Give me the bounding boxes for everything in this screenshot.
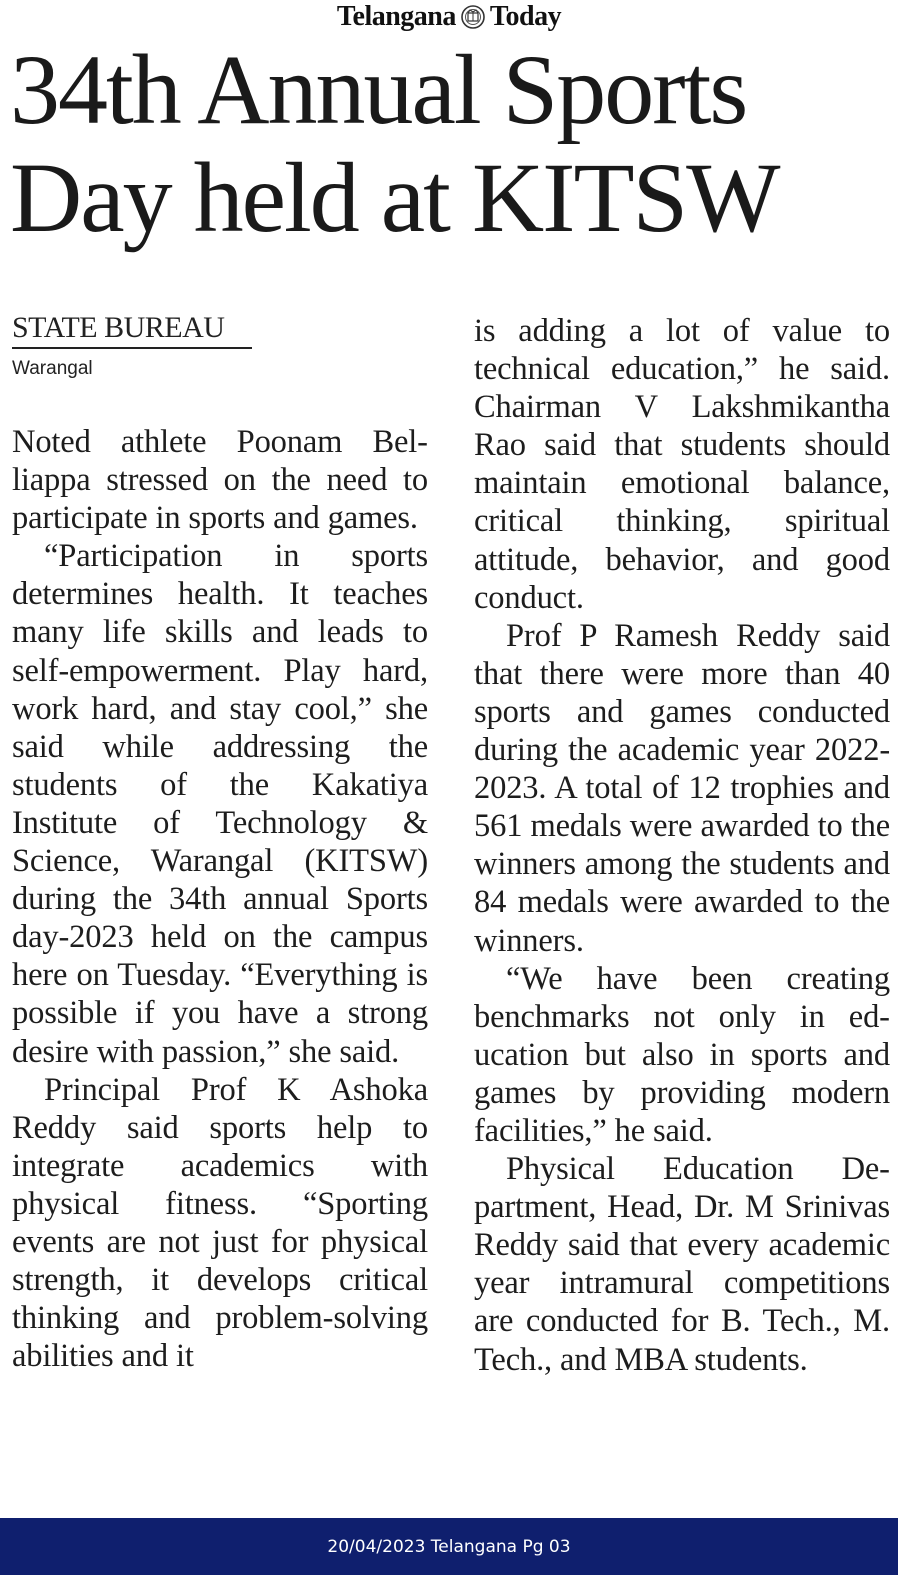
headline-line-2: Day held at KITSW [10, 142, 779, 253]
byline: STATE BUREAU [12, 311, 252, 349]
paragraph: Physical Education Department, Head, Dr. M Srinivas Reddy said that every academic year intramural competitions are conducted for B. Tech., M. Tech., and MBA students. [474, 1151, 890, 1378]
headline [10, 36, 890, 252]
masthead-left-word: Telangana [336, 1, 456, 32]
article-column-right [474, 312, 890, 1379]
paragraph: Noted athlete Poonam Belliappa stressed on the need to participate in sports and games. [12, 424, 428, 537]
masthead-right-word: Today [489, 1, 562, 32]
telangana-emblem-icon [460, 4, 486, 30]
paragraph: is adding a lot of value to technical education,” he said. Chairman V Lakshmikantha Rao said that students should maintain emotional balance, critical thinking, spiritual attitude, behavior, and good conduct. [474, 313, 890, 616]
masthead [0, 0, 898, 34]
article-column-left [12, 423, 428, 1375]
paragraph: “We have been creating benchmarks not only in education but also in sports and games by providing modern facilities,” he said. [474, 960, 890, 1149]
dateline: Warangal [12, 358, 93, 379]
paragraph: Principal Prof K Ashoka Reddy said sports help to integrate academics with physical fitness. “Sporting events are not just for physical strength, it develops critical thinking and problem-solving abilities and it [12, 1071, 428, 1375]
footer-caption-bar [0, 1518, 898, 1575]
paragraph: Prof P Ramesh Reddy said that there were more than 40 sports and games conducted during the academic year 2022-2023. A total of 12 trophies and 561 medals were awarded to the winners among the students and 84 medals were awarded to the winners. [474, 617, 890, 959]
paragraph: “Participation in sports determines health. It teaches many life skills and leads to self-empowerment. Play hard, work hard, and stay cool,” she said while addressing the students of the Kakatiya Institute of Technology & Science, Warangal (KITSW) during the 34th annual Sports day-2023 held on the campus here on Tuesday. “Everything is possible if you have a strong desire with passion,” she said. [12, 538, 428, 1070]
headline-line-1: 34th Annual Sports [10, 34, 747, 145]
footer-caption: 20/04/2023 Telangana Pg 03 [327, 1536, 571, 1557]
